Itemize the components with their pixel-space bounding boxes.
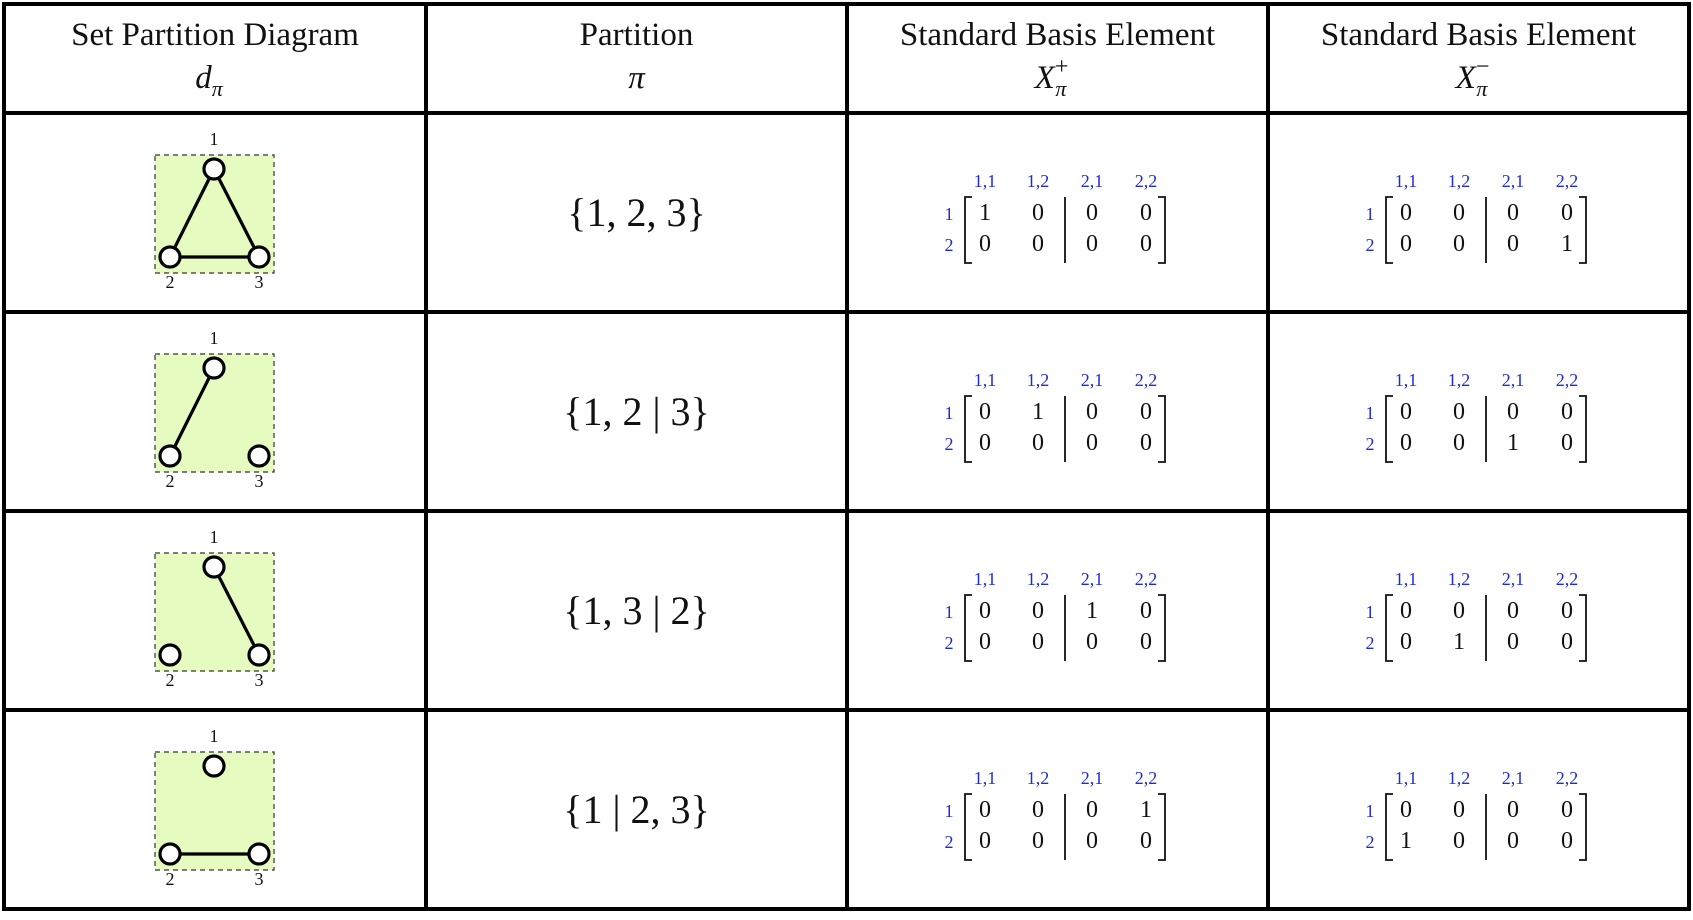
matrix-entry: 0	[979, 629, 991, 655]
matrix-entry: 0	[1453, 797, 1465, 823]
matrix-row-label: 2	[1365, 633, 1375, 653]
matrix-entry: 0	[1453, 399, 1465, 425]
matrix-row-label: 2	[1365, 434, 1375, 454]
partition-text: {1, 3 | 2}	[563, 588, 710, 633]
matrix-entry: 0	[1140, 598, 1152, 624]
matrix-col-label: 1,2	[1026, 569, 1050, 589]
matrix-col-label: 1,1	[973, 768, 997, 788]
matrix-entry: 0	[1140, 200, 1152, 226]
matrix-entry: 0	[979, 399, 991, 425]
diagram-node-2	[160, 247, 180, 267]
header-title-1: Set Partition Diagram	[71, 17, 359, 53]
node-label-1: 1	[209, 726, 219, 746]
matrix-col-label: 2,2	[1134, 569, 1158, 589]
matrix-col-label: 1,1	[1394, 569, 1418, 589]
matrix-entry: 0	[1032, 797, 1044, 823]
matrix-right-bracket	[1158, 197, 1165, 263]
matrix-entry: 0	[1453, 430, 1465, 456]
node-label-2: 2	[165, 869, 175, 889]
matrix-entry: 0	[1400, 629, 1412, 655]
matrix-x-plus	[945, 370, 1166, 462]
partition-text: {1, 2 | 3}	[563, 389, 710, 434]
matrix-col-label: 2,2	[1134, 171, 1158, 191]
node-label-1: 1	[209, 328, 219, 348]
matrix-x-minus	[1366, 569, 1587, 661]
matrix-entry: 0	[1086, 828, 1098, 854]
matrix-entry: 0	[1453, 828, 1465, 854]
matrix-entry: 0	[979, 430, 991, 456]
matrix-entry: 0	[1086, 200, 1098, 226]
matrix-entry: 0	[1453, 231, 1465, 257]
partition-text: {1 | 2, 3}	[563, 787, 710, 832]
matrix-row-label: 2	[944, 434, 954, 454]
node-label-2: 2	[165, 670, 175, 690]
node-label-3: 3	[254, 869, 264, 889]
matrix-entry: 1	[979, 200, 991, 226]
matrix-left-bracket	[1386, 794, 1393, 860]
diagram-node-2	[160, 844, 180, 864]
matrix-col-label: 2,2	[1555, 370, 1579, 390]
matrix-entry: 0	[1507, 629, 1519, 655]
matrix-x-plus	[945, 569, 1166, 661]
node-label-2: 2	[165, 471, 175, 491]
matrix-col-label: 2,2	[1555, 171, 1579, 191]
matrix-left-bracket	[965, 396, 972, 462]
matrix-entry: 0	[1086, 399, 1098, 425]
matrix-entry: 0	[1400, 200, 1412, 226]
matrix-left-bracket	[1386, 595, 1393, 661]
matrix-entry: 0	[1140, 629, 1152, 655]
matrix-entry: 1	[1032, 399, 1044, 425]
matrix-row-label: 2	[944, 235, 954, 255]
diagram-node-2	[160, 446, 180, 466]
node-label-3: 3	[254, 272, 264, 292]
matrix-row-label: 2	[1365, 235, 1375, 255]
matrix-entry: 1	[1140, 797, 1152, 823]
matrix-entry: 0	[979, 828, 991, 854]
matrix-right-bracket	[1579, 396, 1586, 462]
matrix-row-label: 2	[944, 832, 954, 852]
matrix-entry: 1	[1400, 828, 1412, 854]
header-title-2: Partition	[579, 17, 694, 53]
matrix-col-label: 2,1	[1080, 569, 1104, 589]
matrix-col-label: 2,1	[1080, 171, 1104, 191]
matrix-col-label: 1,1	[973, 370, 997, 390]
diagram-node-1	[204, 756, 224, 776]
matrix-col-label: 1,2	[1447, 370, 1471, 390]
matrix-col-label: 1,2	[1026, 171, 1050, 191]
node-label-2: 2	[165, 272, 175, 292]
matrix-col-label: 1,1	[973, 569, 997, 589]
table-row-2	[155, 354, 274, 472]
matrix-entry: 0	[1140, 231, 1152, 257]
matrix-right-bracket	[1158, 595, 1165, 661]
matrix-row-label: 1	[944, 204, 954, 224]
matrix-entry: 0	[1400, 399, 1412, 425]
matrix-right-bracket	[1158, 794, 1165, 860]
matrix-col-label: 2,2	[1555, 768, 1579, 788]
matrix-entry: 0	[979, 797, 991, 823]
matrix-entry: 1	[1453, 629, 1465, 655]
matrix-col-label: 1,2	[1026, 370, 1050, 390]
table-row-4	[155, 752, 274, 870]
matrix-entry: 0	[1032, 629, 1044, 655]
matrix-col-label: 2,2	[1134, 370, 1158, 390]
matrix-col-label: 2,1	[1080, 370, 1104, 390]
matrix-x-plus	[945, 768, 1166, 860]
matrix-entry: 0	[1561, 200, 1573, 226]
matrix-entry: 0	[1453, 200, 1465, 226]
matrix-right-bracket	[1579, 197, 1586, 263]
matrix-row-label: 2	[944, 633, 954, 653]
matrix-row-label: 1	[944, 602, 954, 622]
node-label-1: 1	[209, 527, 219, 547]
matrix-entry: 0	[1086, 797, 1098, 823]
matrix-col-label: 1,2	[1026, 768, 1050, 788]
matrix-entry: 0	[1561, 598, 1573, 624]
matrix-entry: 0	[1561, 828, 1573, 854]
node-label-3: 3	[254, 670, 264, 690]
matrix-right-bracket	[1579, 595, 1586, 661]
matrix-col-label: 1,2	[1447, 569, 1471, 589]
matrix-col-label: 1,1	[1394, 171, 1418, 191]
matrix-left-bracket	[1386, 396, 1393, 462]
matrix-entry: 0	[1561, 399, 1573, 425]
matrix-entry: 0	[1400, 231, 1412, 257]
matrix-entry: 0	[1507, 828, 1519, 854]
matrix-x-minus	[1366, 370, 1587, 462]
node-label-3: 3	[254, 471, 264, 491]
matrix-entry: 0	[1140, 399, 1152, 425]
header-symbol-4: X− π	[1455, 54, 1490, 101]
matrix-right-bracket	[1158, 396, 1165, 462]
table-row-3	[155, 553, 274, 671]
matrix-col-label: 1,1	[973, 171, 997, 191]
matrix-entry: 0	[1140, 430, 1152, 456]
matrix-row-label: 1	[1365, 204, 1375, 224]
header-symbol-3: X+ π	[1034, 54, 1069, 101]
matrix-entry: 1	[1507, 430, 1519, 456]
matrix-entry: 0	[979, 231, 991, 257]
matrix-row-label: 1	[1365, 801, 1375, 821]
matrix-entry: 0	[1453, 598, 1465, 624]
diagram-node-1	[204, 358, 224, 378]
header-title-3: Standard Basis Element	[899, 17, 1216, 53]
matrix-entry: 0	[1032, 231, 1044, 257]
diagram-node-3	[249, 844, 269, 864]
matrix-entry: 0	[1032, 598, 1044, 624]
matrix-entry: 0	[1032, 430, 1044, 456]
matrix-entry: 0	[1032, 200, 1044, 226]
matrix-col-label: 2,1	[1501, 171, 1525, 191]
matrix-row-label: 1	[944, 403, 954, 423]
matrix-entry: 0	[1086, 629, 1098, 655]
matrix-entry: 0	[1507, 598, 1519, 624]
matrix-entry: 0	[1507, 399, 1519, 425]
matrix-entry: 0	[1561, 629, 1573, 655]
diagram-node-3	[249, 446, 269, 466]
diagram-node-3	[249, 247, 269, 267]
matrix-entry: 0	[1507, 200, 1519, 226]
matrix-col-label: 1,2	[1447, 171, 1471, 191]
matrix-entry: 0	[979, 598, 991, 624]
diagram-node-1	[204, 159, 224, 179]
diagram-node-1	[204, 557, 224, 577]
matrix-entry: 0	[1400, 598, 1412, 624]
matrix-entry: 1	[1561, 231, 1573, 257]
matrix-col-label: 1,1	[1394, 768, 1418, 788]
matrix-entry: 0	[1400, 430, 1412, 456]
matrix-col-label: 2,2	[1134, 768, 1158, 788]
matrix-x-plus	[945, 171, 1166, 263]
matrix-col-label: 2,2	[1555, 569, 1579, 589]
matrix-row-label: 1	[1365, 602, 1375, 622]
matrix-col-label: 2,1	[1501, 370, 1525, 390]
matrix-row-label: 1	[1365, 403, 1375, 423]
matrix-left-bracket	[965, 197, 972, 263]
header-symbol-2: π	[628, 60, 645, 96]
matrix-entry: 0	[1140, 828, 1152, 854]
matrix-entry: 0	[1400, 797, 1412, 823]
matrix-left-bracket	[1386, 197, 1393, 263]
matrix-right-bracket	[1579, 794, 1586, 860]
matrix-col-label: 1,2	[1447, 768, 1471, 788]
matrix-entry: 0	[1507, 797, 1519, 823]
matrix-col-label: 2,1	[1501, 569, 1525, 589]
matrix-row-label: 1	[944, 801, 954, 821]
matrix-entry: 1	[1086, 598, 1098, 624]
matrix-entry: 0	[1086, 231, 1098, 257]
matrix-left-bracket	[965, 794, 972, 860]
matrix-entry: 0	[1561, 797, 1573, 823]
diagram-node-2	[160, 645, 180, 665]
matrix-row-label: 2	[1365, 832, 1375, 852]
matrix-entry: 0	[1032, 828, 1044, 854]
matrix-x-minus	[1366, 171, 1587, 263]
node-label-1: 1	[209, 129, 219, 149]
diagram-node-3	[249, 645, 269, 665]
header-title-4: Standard Basis Element	[1320, 17, 1637, 53]
matrix-col-label: 2,1	[1080, 768, 1104, 788]
matrix-col-label: 1,1	[1394, 370, 1418, 390]
header-symbol-1: $d_\pi$	[195, 60, 223, 101]
partition-text: {1, 2, 3}	[567, 190, 706, 235]
matrix-col-label: 2,1	[1501, 768, 1525, 788]
matrix-entry: 0	[1086, 430, 1098, 456]
matrix-x-minus	[1366, 768, 1587, 860]
matrix-entry: 0	[1507, 231, 1519, 257]
matrix-left-bracket	[965, 595, 972, 661]
matrix-entry: 0	[1561, 430, 1573, 456]
table-row-1	[155, 155, 274, 273]
